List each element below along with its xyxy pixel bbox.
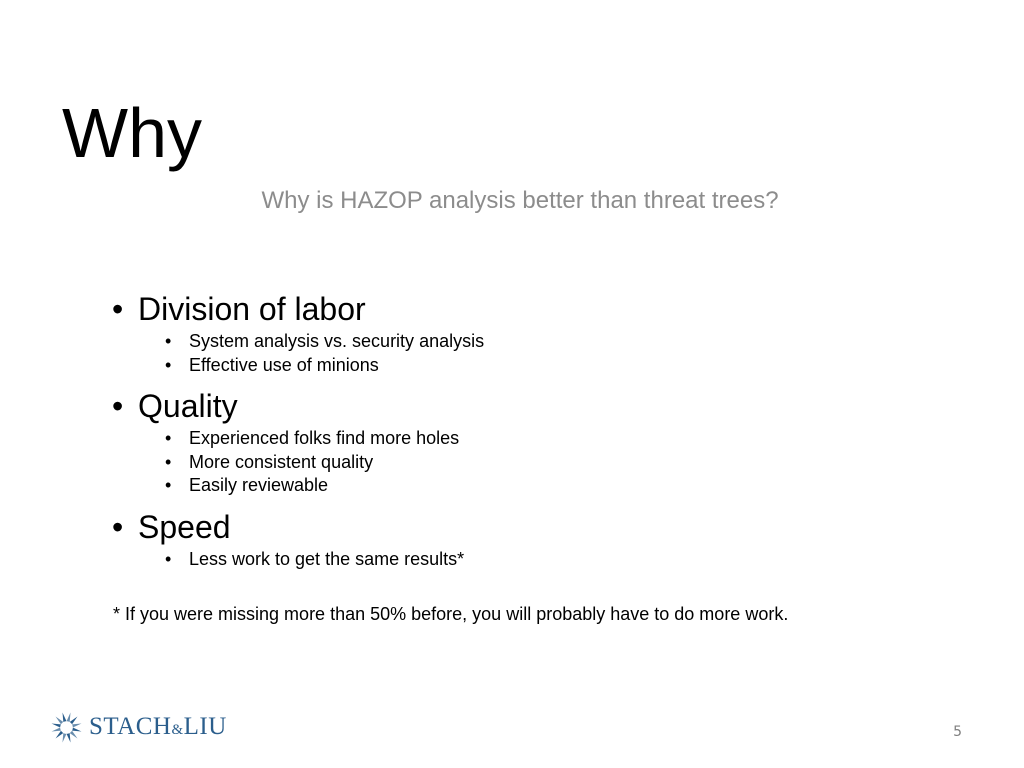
logo-name-part1: STACH: [89, 713, 172, 740]
bullet-marker: •: [112, 388, 124, 424]
bullet-quality: [112, 385, 972, 427]
page-number: 5: [953, 724, 962, 740]
sub-bullet-item: [112, 354, 972, 378]
logo-ray: [62, 712, 66, 722]
sub-bullet-label: Less work to get the same results*: [189, 548, 465, 569]
footnote: * If you were missing more than 50% before, you will probably have to do more work.: [113, 604, 789, 624]
logo-name-part2: LIU: [183, 713, 227, 740]
bullet-label: Division of labor: [138, 291, 366, 327]
bullet-label: Quality: [138, 388, 238, 424]
sub-bullet-item: [112, 548, 972, 572]
sub-bullet-label: More consistent quality: [189, 451, 374, 472]
logo-wordmark: [89, 713, 227, 741]
sub-bullet-marker: •: [165, 548, 172, 569]
sub-bullet-marker: •: [165, 354, 172, 375]
logo-ray: [67, 712, 71, 722]
sub-bullet-item: [112, 451, 972, 475]
bullet-division-of-labor: [112, 288, 972, 330]
sub-bullet-item: [112, 427, 972, 451]
sub-bullet-item: [112, 474, 972, 498]
sub-bullet-marker: •: [165, 331, 172, 351]
sub-bullet-label: Effective use of minions: [189, 354, 379, 375]
logo-ray: [62, 732, 66, 742]
logo-ray: [52, 727, 62, 731]
bullet-list: [112, 288, 972, 579]
sub-bullet-item: [112, 330, 972, 354]
sub-bullet-marker: •: [165, 428, 172, 448]
logo-ray: [52, 723, 62, 727]
sub-bullet-list: [112, 427, 972, 498]
sub-bullet-label: Experienced folks find more holes: [189, 428, 460, 448]
slide-subtitle: Why is HAZOP analysis better than threat trees?: [261, 187, 779, 214]
sub-bullet-label: Easily reviewable: [189, 475, 329, 495]
bullet-speed: [112, 506, 972, 548]
sub-bullet-list: [112, 330, 972, 377]
starburst-logo-icon: [50, 711, 83, 744]
sub-bullet-marker: •: [165, 475, 172, 495]
logo-ampersand: &: [171, 722, 184, 738]
company-logo: [50, 708, 227, 746]
sub-bullet-list: [112, 548, 972, 572]
sub-bullet-marker: •: [165, 451, 172, 472]
slide-title: Why: [62, 94, 202, 172]
sub-bullet-label: System analysis vs. security analysis: [189, 331, 485, 351]
bullet-label: Speed: [138, 508, 231, 545]
bullet-marker: •: [112, 508, 124, 545]
logo-ray: [72, 727, 82, 731]
logo-ray: [67, 732, 71, 742]
bullet-marker: •: [112, 291, 124, 327]
logo-ray: [72, 723, 82, 727]
